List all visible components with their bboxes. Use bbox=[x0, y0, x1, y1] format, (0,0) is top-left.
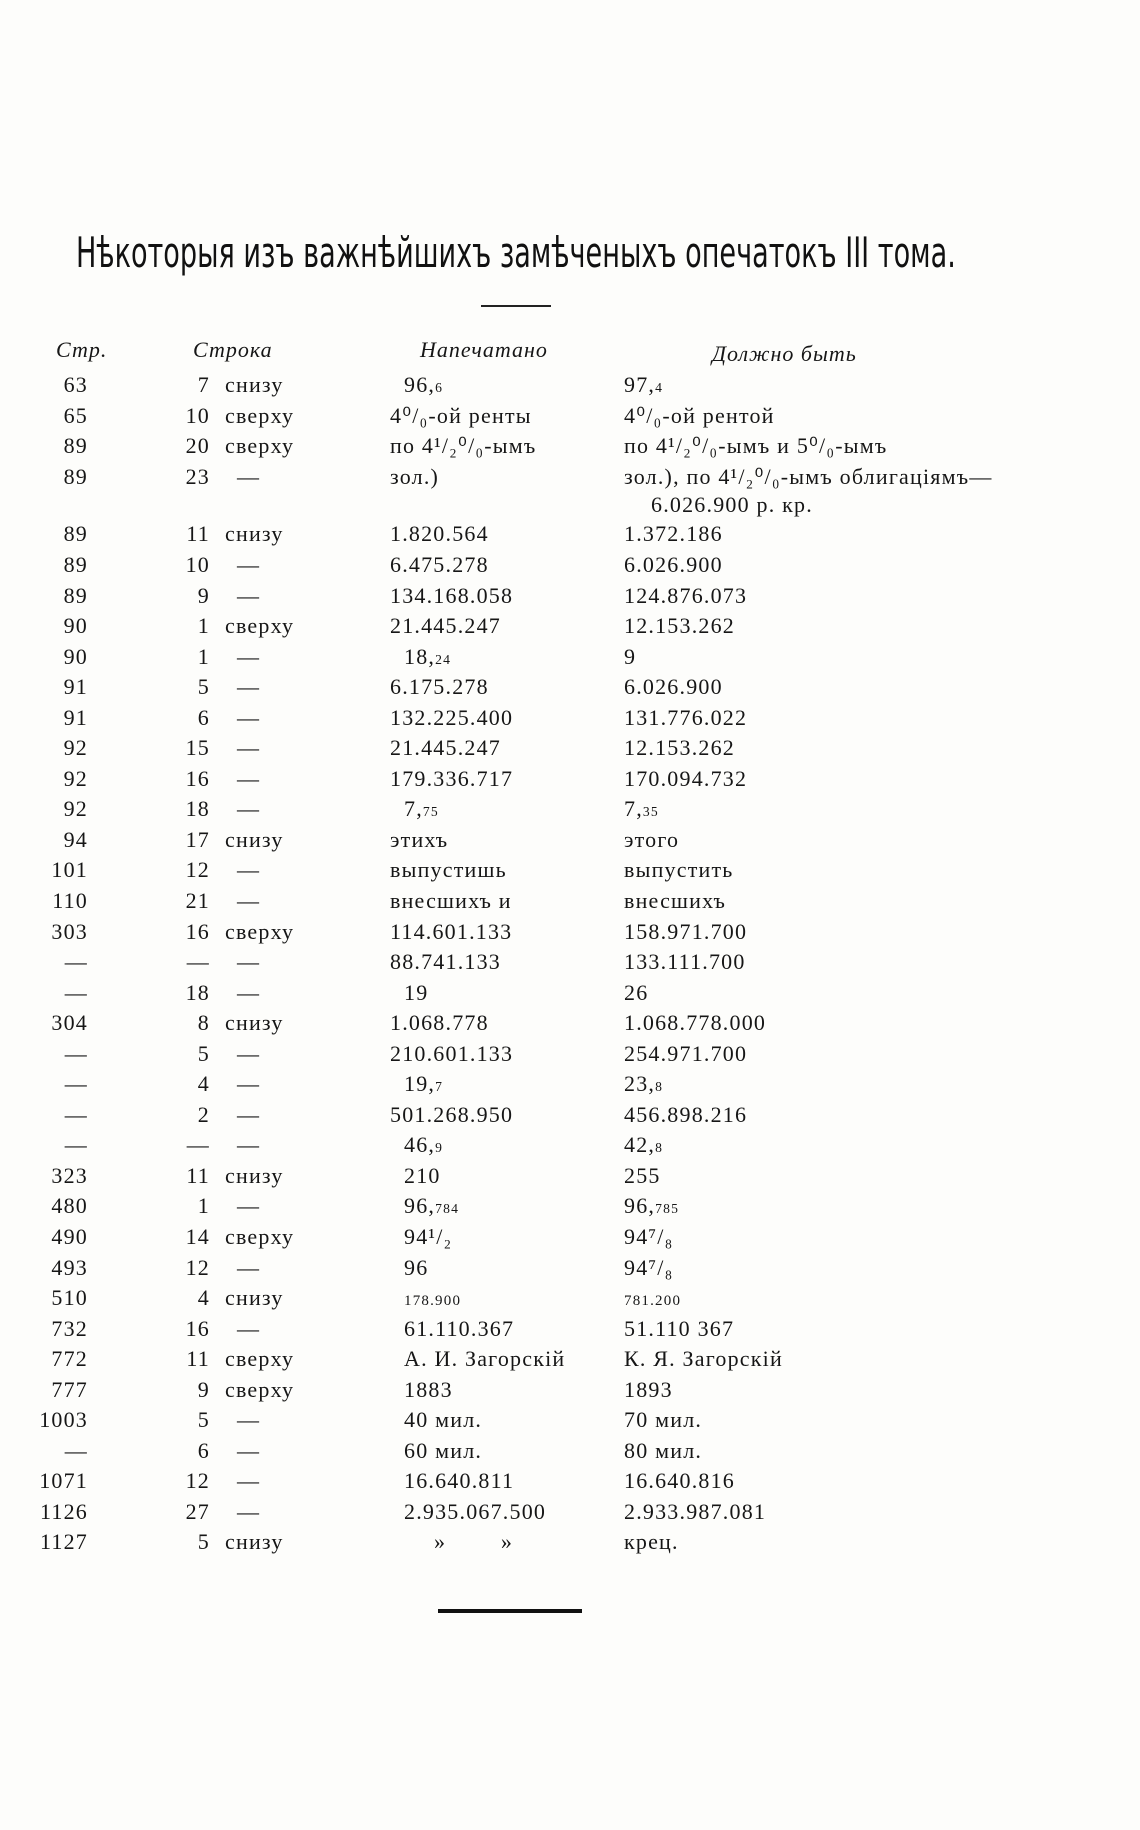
correct-cell: 9 bbox=[624, 643, 637, 669]
page-title: Нѣкоторыя изъ важнѣйшихъ замѣченыхъ опечатокъ III тома. bbox=[76, 228, 956, 277]
correct-cell: 97,4 bbox=[624, 372, 664, 397]
line-cell: 20 bbox=[185, 433, 210, 459]
line-cell: 17 bbox=[185, 826, 210, 852]
line-cell: 18 bbox=[185, 796, 210, 822]
line-cell: 16 bbox=[185, 1315, 210, 1341]
decimal-figures: 7 bbox=[435, 1079, 444, 1095]
page-cell: 89 bbox=[63, 582, 88, 608]
table-row bbox=[0, 401, 1140, 432]
correct-cell: 4⁰/₀-ой рентой bbox=[624, 402, 775, 428]
printed-cell: 60 мил. bbox=[404, 1437, 483, 1463]
line-cell: 18 bbox=[185, 979, 210, 1005]
correct-cell: 23,8 bbox=[624, 1071, 664, 1097]
printed-cell: 210.601.133 bbox=[390, 1040, 514, 1066]
direction-cell: — bbox=[237, 1132, 261, 1158]
correct-cell: 70 мил. bbox=[624, 1407, 703, 1433]
line-cell: 1 bbox=[197, 643, 210, 669]
printed-cell: 6.175.278 bbox=[390, 674, 489, 700]
table-row bbox=[0, 581, 1140, 612]
table-row bbox=[0, 978, 1140, 1009]
table-row bbox=[0, 764, 1140, 795]
table-row bbox=[0, 550, 1140, 581]
page-title-box bbox=[76, 226, 976, 284]
decimal-figures: 24 bbox=[435, 651, 452, 667]
printed-cell: 6.475.278 bbox=[390, 551, 489, 577]
printed-cell: 1883 bbox=[404, 1376, 453, 1402]
page-cell: 1003 bbox=[39, 1407, 88, 1433]
printed-cell: 210 bbox=[404, 1162, 441, 1188]
line-cell: 12 bbox=[185, 1468, 210, 1494]
direction-cell: сверху bbox=[225, 613, 295, 639]
direction-cell: — bbox=[237, 463, 261, 489]
decimal-figures: 785 bbox=[655, 1201, 680, 1217]
correct-cell: 42,8 bbox=[624, 1132, 664, 1158]
decimal-figures: 8 bbox=[655, 1079, 664, 1095]
line-cell: 1 bbox=[197, 613, 210, 639]
column-header-line: Строка bbox=[193, 337, 273, 362]
line-cell: 16 bbox=[185, 918, 210, 944]
direction-cell: снизу bbox=[225, 521, 284, 547]
direction-cell: сверху bbox=[225, 918, 295, 944]
correct-cell: 16.640.816 bbox=[624, 1468, 735, 1494]
direction-cell: — bbox=[237, 1254, 261, 1280]
direction-cell: — bbox=[237, 643, 261, 669]
table-row bbox=[0, 1314, 1140, 1345]
page-cell: — bbox=[64, 979, 88, 1005]
page-cell: 323 bbox=[51, 1162, 88, 1188]
page-cell: 92 bbox=[63, 765, 88, 791]
table-row bbox=[0, 1405, 1140, 1436]
printed-cell: 94¹/₂ bbox=[404, 1224, 453, 1250]
direction-cell: — bbox=[237, 1040, 261, 1066]
table-row bbox=[0, 825, 1140, 856]
page-cell: 1071 bbox=[39, 1468, 88, 1494]
page-cell: 92 bbox=[63, 735, 88, 761]
table-row bbox=[0, 1375, 1140, 1406]
table-row bbox=[0, 1344, 1140, 1375]
page-cell: 90 bbox=[63, 643, 88, 669]
printed-cell: » » bbox=[434, 1529, 514, 1555]
printed-cell: 88.741.133 bbox=[390, 949, 501, 975]
line-cell: — bbox=[186, 949, 210, 975]
printed-cell: 96,6 bbox=[404, 372, 444, 397]
correct-cell: 12.153.262 bbox=[624, 735, 735, 761]
correct-cell: 80 мил. bbox=[624, 1437, 703, 1463]
direction-cell: — bbox=[237, 1315, 261, 1341]
correct-cell: 254.971.700 bbox=[624, 1040, 748, 1066]
correct-cell: 51.110 367 bbox=[624, 1315, 735, 1341]
page-cell: 510 bbox=[51, 1285, 88, 1311]
page-cell: 303 bbox=[51, 918, 88, 944]
correct-cell: 1893 bbox=[624, 1376, 673, 1402]
table-row bbox=[0, 462, 1140, 520]
printed-cell: 114.601.133 bbox=[390, 918, 513, 944]
correct-cell: 26 bbox=[624, 979, 649, 1005]
page-cell: 63 bbox=[63, 372, 88, 397]
line-cell: — bbox=[186, 1132, 210, 1158]
correct-cell: 6.026.900 bbox=[624, 674, 723, 700]
page-cell: 94 bbox=[63, 826, 88, 852]
page-cell: 304 bbox=[51, 1010, 88, 1036]
table-row bbox=[0, 1283, 1140, 1314]
decimal-figures: 75 bbox=[422, 804, 439, 820]
page-cell: — bbox=[64, 949, 88, 975]
table-row bbox=[0, 1222, 1140, 1253]
direction-cell: снизу bbox=[225, 1010, 284, 1036]
table-row bbox=[0, 431, 1140, 462]
printed-cell: 501.268.950 bbox=[390, 1101, 514, 1127]
printed-cell: 21.445.247 bbox=[390, 735, 501, 761]
decimal-figures: 6 bbox=[435, 380, 444, 395]
direction-cell: снизу bbox=[225, 1285, 284, 1311]
line-cell: 5 bbox=[197, 1529, 210, 1555]
table-row bbox=[0, 794, 1140, 825]
line-cell: 23 bbox=[185, 463, 210, 489]
table-row bbox=[0, 672, 1140, 703]
direction-cell: — bbox=[237, 1468, 261, 1494]
direction-cell: сверху bbox=[225, 433, 295, 459]
table-row bbox=[0, 1191, 1140, 1222]
line-cell: 8 bbox=[197, 1010, 210, 1036]
table-row bbox=[0, 1039, 1140, 1070]
page-cell: 89 bbox=[63, 521, 88, 547]
printed-cell: этихъ bbox=[390, 826, 449, 852]
correct-cell: крец. bbox=[624, 1529, 679, 1555]
printed-cell: 2.935.067.500 bbox=[404, 1498, 547, 1524]
line-cell: 4 bbox=[197, 1285, 210, 1311]
correct-cell: 131.776.022 bbox=[624, 704, 748, 730]
correct-cell: К. Я. Загорскій bbox=[624, 1346, 783, 1372]
direction-cell: сверху bbox=[225, 402, 295, 428]
line-cell: 10 bbox=[185, 402, 210, 428]
table-row bbox=[0, 703, 1140, 734]
line-cell: 1 bbox=[197, 1193, 210, 1219]
direction-cell: — bbox=[237, 1498, 261, 1524]
correct-cell: 133.111.700 bbox=[624, 949, 746, 975]
table-row bbox=[0, 855, 1140, 886]
printed-cell: 178.900 bbox=[404, 1293, 462, 1310]
direction-cell: сверху bbox=[225, 1224, 295, 1250]
table-row bbox=[0, 1069, 1140, 1100]
direction-cell: — bbox=[237, 735, 261, 761]
line-cell: 11 bbox=[186, 1162, 210, 1188]
table-row bbox=[0, 1100, 1140, 1131]
decimal-figures: 784 bbox=[435, 1201, 460, 1217]
line-cell: 5 bbox=[197, 674, 210, 700]
line-cell: 16 bbox=[185, 765, 210, 791]
printed-cell: 132.225.400 bbox=[390, 704, 514, 730]
printed-cell: зол.) bbox=[390, 463, 440, 489]
table-row bbox=[0, 1008, 1140, 1039]
line-cell: 11 bbox=[186, 521, 210, 547]
table-row bbox=[0, 733, 1140, 764]
page-cell: 490 bbox=[51, 1224, 88, 1250]
page-cell: 89 bbox=[63, 463, 88, 489]
table-row bbox=[0, 642, 1140, 673]
direction-cell: снизу bbox=[225, 826, 284, 852]
direction-cell: — bbox=[237, 1071, 261, 1097]
correct-cell: 158.971.700 bbox=[624, 918, 748, 944]
correct-cell: 12.153.262 bbox=[624, 613, 735, 639]
line-cell: 27 bbox=[185, 1498, 210, 1524]
direction-cell: снизу bbox=[225, 1529, 284, 1555]
page-cell: 89 bbox=[63, 433, 88, 459]
correct-cell: 2.933.987.081 bbox=[624, 1498, 767, 1524]
correct-cell: 1.372.186 bbox=[624, 521, 723, 547]
correct-cell: 255 bbox=[624, 1162, 661, 1188]
line-cell: 6 bbox=[197, 704, 210, 730]
printed-cell: 134.168.058 bbox=[390, 582, 514, 608]
correct-cell: 1.068.778.000 bbox=[624, 1010, 767, 1036]
printed-cell: 4⁰/₀-ой ренты bbox=[390, 402, 532, 428]
table-row bbox=[0, 1161, 1140, 1192]
direction-cell: — bbox=[237, 674, 261, 700]
decimal-figures: 8 bbox=[655, 1140, 664, 1156]
printed-cell: 96 bbox=[404, 1254, 429, 1280]
correct-cell: 170.094.732 bbox=[624, 765, 748, 791]
line-cell: 5 bbox=[197, 1040, 210, 1066]
printed-cell: 179.336.717 bbox=[390, 765, 514, 791]
table-row bbox=[0, 1436, 1140, 1467]
printed-cell: 19,7 bbox=[404, 1071, 444, 1097]
line-cell: 7 bbox=[197, 372, 210, 397]
line-cell: 9 bbox=[197, 1376, 210, 1402]
direction-cell: — bbox=[237, 704, 261, 730]
correct-cell: 781.200 bbox=[624, 1293, 682, 1310]
direction-cell: — bbox=[237, 857, 261, 883]
page-cell: 732 bbox=[51, 1315, 88, 1341]
line-cell: 11 bbox=[186, 1346, 210, 1372]
correct-cell: 456.898.216 bbox=[624, 1101, 748, 1127]
correct-cell: этого bbox=[624, 826, 680, 852]
printed-cell: А. И. Загорскій bbox=[404, 1346, 566, 1372]
table-row bbox=[0, 917, 1140, 948]
page-cell: 90 bbox=[63, 613, 88, 639]
line-cell: 12 bbox=[185, 857, 210, 883]
correct-cell: 6.026.900 bbox=[624, 551, 723, 577]
direction-cell: снизу bbox=[225, 1162, 284, 1188]
direction-cell: сверху bbox=[225, 1346, 295, 1372]
printed-cell: 46,9 bbox=[404, 1132, 444, 1158]
page-cell: 480 bbox=[51, 1193, 88, 1219]
page-cell: — bbox=[64, 1040, 88, 1066]
page-cell: 91 bbox=[63, 704, 88, 730]
table-row bbox=[0, 519, 1140, 550]
correct-cell: внесшихъ bbox=[624, 888, 727, 913]
table-row bbox=[0, 1466, 1140, 1497]
direction-cell: снизу bbox=[225, 372, 284, 397]
correct-cell: 96,785 bbox=[624, 1193, 680, 1219]
line-cell: 5 bbox=[197, 1407, 210, 1433]
page-cell: — bbox=[64, 1071, 88, 1097]
page-cell: 493 bbox=[51, 1254, 88, 1280]
page-cell: 65 bbox=[63, 402, 88, 428]
printed-cell: 18,24 bbox=[404, 643, 452, 669]
printed-cell: внесшихъ и bbox=[390, 888, 512, 913]
printed-cell: 19 bbox=[404, 979, 429, 1005]
errata-table bbox=[0, 370, 1140, 1558]
correct-cell: 94⁷/₈ bbox=[624, 1224, 674, 1250]
printed-cell: выпустишь bbox=[390, 857, 507, 883]
column-header-printed: Напечатано bbox=[420, 337, 548, 362]
printed-cell: 7,75 bbox=[404, 796, 439, 822]
title-divider bbox=[481, 305, 551, 307]
printed-cell: 16.640.811 bbox=[404, 1468, 515, 1494]
decimal-figures: 4 bbox=[655, 380, 664, 395]
printed-cell: 21.445.247 bbox=[390, 613, 501, 639]
page-cell: 101 bbox=[51, 857, 88, 883]
printed-cell: 61.110.367 bbox=[404, 1315, 515, 1341]
correct-cell: 94⁷/₈ bbox=[624, 1254, 674, 1280]
page-cell: 110 bbox=[52, 888, 88, 913]
line-cell: 2 bbox=[197, 1101, 210, 1127]
correct-cell: 7,35 bbox=[624, 796, 659, 822]
table-row bbox=[0, 1527, 1140, 1558]
direction-cell: — bbox=[237, 888, 261, 913]
decimal-figures: 9 bbox=[435, 1140, 444, 1156]
decimal-figures: 35 bbox=[642, 804, 659, 820]
page-cell: 91 bbox=[63, 674, 88, 700]
printed-cell: 1.068.778 bbox=[390, 1010, 489, 1036]
closing-divider bbox=[438, 1609, 582, 1613]
table-row bbox=[0, 947, 1140, 978]
page-cell: — bbox=[64, 1101, 88, 1127]
table-row bbox=[0, 886, 1140, 917]
column-header-correct: Должно быть bbox=[712, 341, 857, 366]
page-cell: 89 bbox=[63, 551, 88, 577]
line-cell: 4 bbox=[197, 1071, 210, 1097]
printed-cell: по 4¹/₂⁰/₀-ымъ bbox=[390, 433, 537, 459]
direction-cell: сверху bbox=[225, 1376, 295, 1402]
page-cell: 777 bbox=[51, 1376, 88, 1402]
page-cell: — bbox=[64, 1132, 88, 1158]
page-cell: 1127 bbox=[40, 1529, 88, 1555]
column-header-page: Стр. bbox=[56, 337, 108, 362]
direction-cell: — bbox=[237, 796, 261, 822]
direction-cell: — bbox=[237, 582, 261, 608]
printed-cell: 96,784 bbox=[404, 1193, 460, 1219]
direction-cell: — bbox=[237, 949, 261, 975]
table-row bbox=[0, 1253, 1140, 1284]
line-cell: 6 bbox=[197, 1437, 210, 1463]
direction-cell: — bbox=[237, 1193, 261, 1219]
correct-cell: зол.), по 4¹/₂⁰/₀-ымъ облигаціямъ— bbox=[624, 463, 993, 489]
line-cell: 21 bbox=[185, 888, 210, 913]
page-cell: — bbox=[64, 1437, 88, 1463]
correct-cell: выпустить bbox=[624, 857, 734, 883]
line-cell: 9 bbox=[197, 582, 210, 608]
line-cell: 14 bbox=[185, 1224, 210, 1250]
table-row bbox=[0, 1130, 1140, 1161]
correct-cell: по 4¹/₂⁰/₀-ымъ и 5⁰/₀-ымъ bbox=[624, 433, 888, 459]
direction-cell: — bbox=[237, 765, 261, 791]
direction-cell: — bbox=[237, 979, 261, 1005]
direction-cell: — bbox=[237, 551, 261, 577]
line-cell: 12 bbox=[185, 1254, 210, 1280]
table-row bbox=[0, 611, 1140, 642]
page-cell: 92 bbox=[63, 796, 88, 822]
direction-cell: — bbox=[237, 1437, 261, 1463]
direction-cell: — bbox=[237, 1407, 261, 1433]
printed-cell: 40 мил. bbox=[404, 1407, 483, 1433]
table-row bbox=[0, 1497, 1140, 1528]
table-row bbox=[0, 370, 1140, 401]
correct-cell: 124.876.073 bbox=[624, 582, 748, 608]
line-cell: 10 bbox=[185, 551, 210, 577]
line-cell: 15 bbox=[185, 735, 210, 761]
printed-cell: 1.820.564 bbox=[390, 521, 489, 547]
direction-cell: — bbox=[237, 1101, 261, 1127]
correct-cell-continuation: 6.026.900 р. кр. bbox=[651, 491, 813, 517]
page-cell: 772 bbox=[51, 1346, 88, 1372]
page-cell: 1126 bbox=[40, 1498, 88, 1524]
